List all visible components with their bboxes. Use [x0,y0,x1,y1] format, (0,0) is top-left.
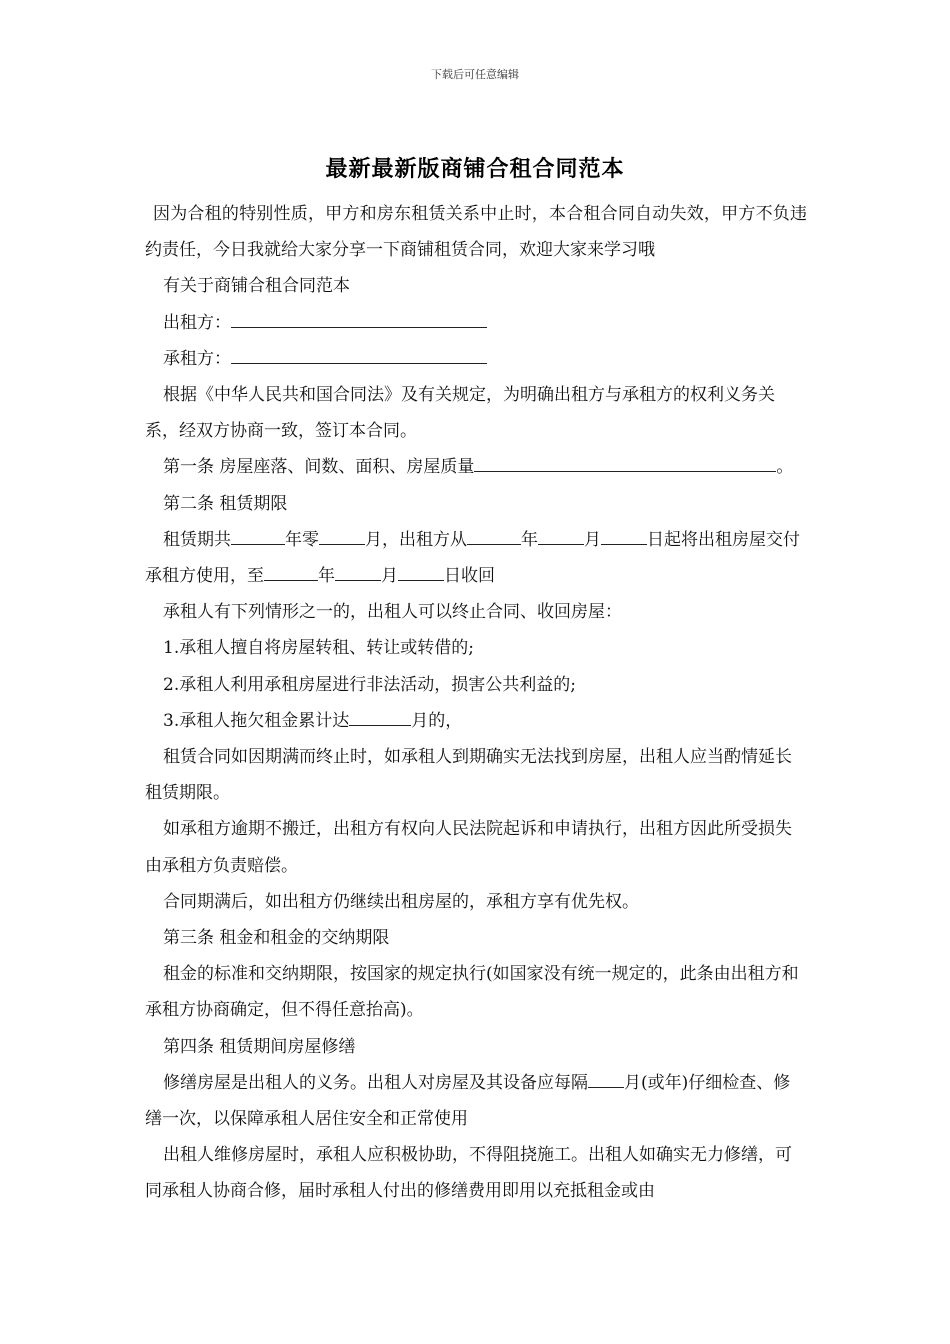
subtitle-paragraph: 有关于商铺合租合同范本 [163,276,350,297]
term-text-8: 月 [381,566,398,587]
term-text-9: 日收回 [444,566,495,587]
term-blank-start-day [601,528,647,545]
lessee-line [145,341,807,377]
article-3-heading: 第三条 租金和租金的交纳期限 [163,928,390,949]
list-item-1: 1.承租人擅自将房屋转租、转让或转借的; [163,638,474,659]
document-body [145,196,807,1210]
repair-blank [588,1071,624,1088]
repair-text-a: 修缮房屋是出租人的义务。出租人对房屋及其设备应每隔 [163,1072,588,1093]
intro-paragraph: 因为合租的特别性质，甲方和房东租赁关系中止时，本合租合同自动失效，甲方不负违约责任，今日我就给大家分享一下商铺租赁合同，欢迎大家来学习哦 [145,204,807,261]
term-text-1: 租赁期共 [163,529,231,550]
expire-paragraph: 租赁合同如因期满而终止时，如承租人到期确实无法找到房屋，出租人应当酌情延长租赁期限。 [145,747,792,804]
document-title: 最新最新版商铺合租合同范本 [325,156,625,182]
repair-paragraph [145,1065,807,1137]
term-text-5: 月 [584,529,601,550]
priority-paragraph: 合同期满后，如出租方仍继续出租房屋的，承租方享有优先权。 [163,891,639,912]
term-blank-start-year [467,528,521,545]
repair-2-paragraph: 出租人维修房屋时，承租人应积极协助，不得阻挠施工。出租人如确实无力修缮，可同承租人协商合修，届时承租人付出的修缮费用即用以充抵租金或由 [145,1145,792,1202]
article-4-heading: 第四条 租赁期间房屋修缮 [163,1036,356,1057]
repair-text-b: 月(或年)仔细检查、修缮一次，以保障承租人居住安全和正常使用 [145,1072,791,1130]
overdue-paragraph: 如承租方逾期不搬迁，出租方有权向人民法院起诉和申请执行，出租方因此所受损失由承租方负责赔偿。 [145,819,792,876]
term-blank-months [319,528,365,545]
term-paragraph [145,522,807,594]
article-1 [145,449,807,485]
term-text-7: 年 [318,566,335,587]
list-item-3-text-b: 月的， [411,710,463,731]
header-note: 下载后可任意编辑 [431,68,519,81]
term-text-3: 月，出租方从 [365,529,467,550]
lessee-label: 承租方： [163,348,231,369]
article-1-text: 第一条 房屋座落、间数、面积、房屋质量 [163,457,475,478]
article-2-heading: 第二条 租赁期限 [163,493,288,514]
lessor-label: 出租方： [163,312,231,333]
terminate-paragraph: 承租人有下列情形之一的，出租人可以终止合同、收回房屋： [163,602,622,623]
list-item-3-text-a: 3.承租人拖欠租金累计达 [163,710,350,731]
list-item-3-blank [349,709,411,726]
rent-paragraph: 租金的标准和交纳期限，按国家的规定执行(如国家没有统一规定的，此条由出租方和承租方协商确定，但不得任意抬高)。 [145,964,799,1021]
article-1-blank-tail [756,455,776,472]
lessee-blank [231,347,487,364]
lessor-blank [231,311,487,328]
article-1-blank [474,455,756,472]
term-blank-end-month [335,564,381,581]
basis-paragraph: 根据《中华人民共和国合同法》及有关规定，为明确出租方与承租方的权利义务关系，经双方协商一致，签订本合同。 [145,385,775,442]
term-blank-end-year [264,564,318,581]
term-text-6: 日起将出租房屋交付承租方使用，至 [145,529,800,587]
term-blank-years [231,528,285,545]
article-1-end: 。 [776,457,794,478]
lessor-line [145,305,807,341]
term-blank-end-day [398,564,444,581]
list-item-3 [145,703,807,739]
term-blank-start-month [538,528,584,545]
term-text-2: 年零 [285,529,319,550]
list-item-2: 2.承租人利用承租房屋进行非法活动，损害公共利益的; [163,674,576,695]
term-text-4: 年 [521,529,538,550]
